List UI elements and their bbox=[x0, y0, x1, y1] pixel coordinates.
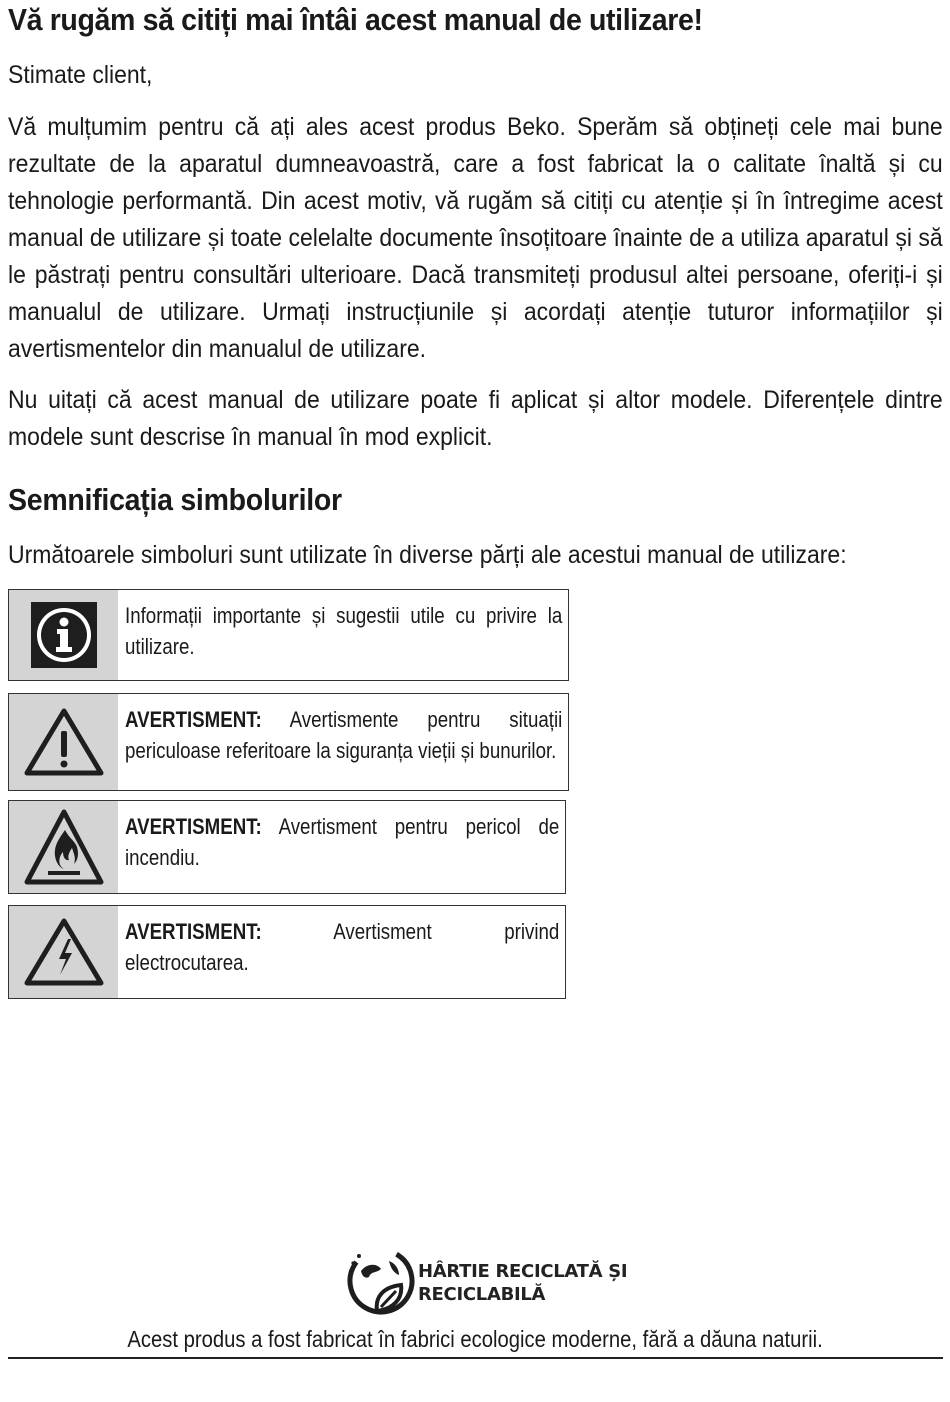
page-title: Vă rugăm să citiți mai întâi acest manual de utilizare! bbox=[8, 2, 703, 37]
models-note-paragraph: Nu uitați că acest manual de utilizare poate fi aplicat și altor modele. Diferențele dintre modele sunt descrise în manual în mod explicit. bbox=[8, 386, 943, 451]
eco-statement: Acest produs a fost fabricat în fabrici ecologice moderne, fără a dăuna naturii. bbox=[127, 1326, 824, 1352]
eco-label: HÂRTIE RECICLATĂ ȘI RECICLABILĂ bbox=[418, 1261, 628, 1305]
symbol-row-warning bbox=[8, 693, 569, 791]
warning-exclamation-icon bbox=[9, 694, 118, 790]
symbol-row-info bbox=[8, 589, 569, 681]
fire-hazard-icon bbox=[9, 801, 118, 893]
symbol-description: Informații importante și sugestii utile cu privire la utilizare. bbox=[125, 603, 563, 659]
warning-label: AVERTISMENT: bbox=[125, 707, 262, 732]
warning-label: AVERTISMENT: bbox=[125, 919, 262, 944]
info-icon bbox=[9, 590, 118, 680]
symbol-description: AVERTISMENT: Avertisment privind electrocutarea. bbox=[125, 919, 560, 975]
symbol-row-fire bbox=[8, 800, 566, 894]
warning-label: AVERTISMENT: bbox=[125, 814, 262, 839]
greeting: Stimate client, bbox=[8, 61, 153, 89]
symbols-lead: Următoarele simboluri sunt utilizate în diverse părți ale acestui manual de utilizare: bbox=[8, 541, 847, 569]
bottom-divider bbox=[8, 1357, 943, 1359]
intro-paragraph: Vă mulțumim pentru că ați ales acest produs Beko. Sperăm să obțineți cele mai bune rezultate de la aparatul dumneavoastră, care a fost fabricat la o calitate înaltă și cu tehnologie performantă. Din acest motiv, vă rugăm să citiți cu atenție și în întregime acest manual de utilizare și toate celelalte documente însoțitoare înainte de a utiliza aparatul și să le păstrați pentru consultări ulterioare. Dacă transmiteți produsul altei persoane, oferiți-i și manualul de utilizare. Urmați instrucțiunile și acordați atenție tuturor informațiilor și avertismentelor din manualul de utilizare. bbox=[8, 113, 943, 363]
electric-shock-icon bbox=[9, 906, 118, 998]
symbol-description: AVERTISMENT: Avertismente pentru situații periculoase referitoare la siguranța vieții și bunurilor. bbox=[125, 707, 563, 763]
symbol-description: AVERTISMENT: Avertisment pentru pericol de incendiu. bbox=[125, 814, 560, 870]
symbols-heading: Semnificația simbolurilor bbox=[8, 482, 342, 517]
recycled-paper-icon bbox=[341, 1241, 421, 1321]
symbol-row-electric bbox=[8, 905, 566, 999]
